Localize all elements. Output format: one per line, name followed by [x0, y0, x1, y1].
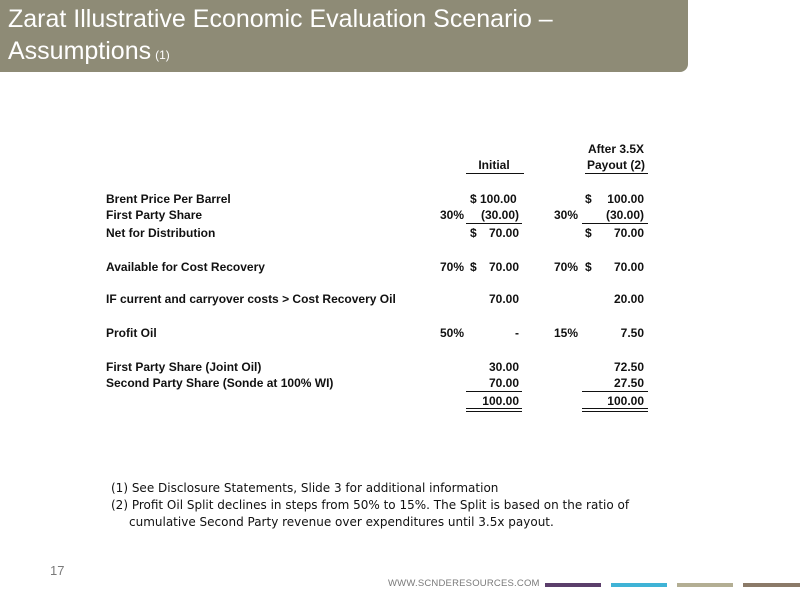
header-after-underline — [585, 173, 648, 174]
total-initial: 100.00 — [482, 394, 519, 408]
total-initial-double-underline — [466, 408, 522, 412]
second-party-share-after: 27.50 — [613, 376, 644, 390]
first-party-share-pct-initial: 30% — [439, 208, 464, 222]
first-party-joint-oil-after: 72.50 — [613, 360, 644, 374]
second-party-after-underline — [582, 391, 648, 392]
row-label-second-party-share: Second Party Share (Sonde at 100% WI) — [106, 376, 334, 390]
slide-title-line1: Zarat Illustrative Economic Evaluation Scenario – — [8, 5, 553, 33]
footnote-2-line2: cumulative Second Party revenue over expenditures until 3.5x payout. — [129, 515, 554, 529]
net-distribution-after: 70.00 — [613, 226, 644, 240]
first-party-share-pct-after: 30% — [553, 208, 578, 222]
cost-recovery-after-dollar: $ — [585, 260, 592, 274]
profit-oil-after: 7.50 — [620, 326, 644, 340]
slide-title-assumptions: Assumptions — [8, 37, 152, 65]
cost-recovery-pct-after: 70% — [553, 260, 578, 274]
cost-recovery-after: 70.00 — [613, 260, 644, 274]
row-label-net-distribution: Net for Distribution — [106, 226, 216, 240]
row-label-cost-recovery: Available for Cost Recovery — [106, 260, 265, 274]
header-initial-underline — [466, 173, 524, 174]
total-after-double-underline — [582, 408, 648, 412]
row-label-profit-oil: Profit Oil — [106, 326, 157, 340]
net-distribution-initial: 70.00 — [488, 226, 519, 240]
header-initial: Initial — [478, 158, 510, 172]
footer-bar-cyan — [611, 583, 667, 587]
header-after-line2: Payout (2) — [586, 158, 645, 172]
profit-oil-pct-after: 15% — [553, 326, 578, 340]
brent-price-after-dollar: $ — [585, 192, 592, 206]
title-footnote-ref: (1) — [155, 48, 170, 62]
row-label-carryover-costs: IF current and carryover costs > Cost Recovery Oil — [106, 292, 396, 306]
first-party-share-after: (30.00) — [605, 208, 644, 222]
footnotes — [111, 480, 629, 531]
first-party-joint-oil-initial: 30.00 — [488, 360, 519, 374]
first-party-share-after-underline — [582, 223, 648, 224]
profit-oil-pct-initial: 50% — [439, 326, 464, 340]
net-distribution-after-dollar: $ — [585, 226, 592, 240]
cost-recovery-initial: 70.00 — [488, 260, 519, 274]
footer-bar-brown — [743, 583, 800, 587]
header-after-line1: After 3.5X — [587, 142, 645, 156]
net-distribution-initial-dollar: $ — [470, 226, 477, 240]
second-party-initial-underline — [466, 391, 522, 392]
row-label-brent-price: Brent Price Per Barrel — [106, 192, 231, 206]
slide-number: 17 — [50, 563, 65, 578]
second-party-share-initial: 70.00 — [488, 376, 519, 390]
footer-bar-purple — [545, 583, 601, 587]
brent-price-initial: $ 100.00 — [470, 192, 517, 206]
cost-recovery-initial-dollar: $ — [470, 260, 477, 274]
footer-bar-tan — [677, 583, 733, 587]
footer-website: WWW.SCNDERESOURCES.COM — [388, 578, 540, 589]
profit-oil-initial: - — [515, 326, 519, 340]
row-label-first-party-share: First Party Share — [106, 208, 203, 222]
footnote-1: (1) See Disclosure Statements, Slide 3 for additional information — [111, 481, 499, 495]
footnote-2-line1: (2) Profit Oil Split declines in steps from 50% to 15%. The Split is based on the ratio of — [111, 498, 630, 512]
total-after: 100.00 — [607, 394, 644, 408]
row-label-first-party-joint-oil: First Party Share (Joint Oil) — [106, 360, 262, 374]
first-party-share-initial: (30.00) — [480, 208, 519, 222]
brent-price-after-value: 100.00 — [607, 192, 644, 206]
carryover-costs-after: 20.00 — [613, 292, 644, 306]
cost-recovery-pct-initial: 70% — [439, 260, 464, 274]
first-party-share-initial-underline — [466, 223, 522, 224]
carryover-costs-initial: 70.00 — [488, 292, 519, 306]
